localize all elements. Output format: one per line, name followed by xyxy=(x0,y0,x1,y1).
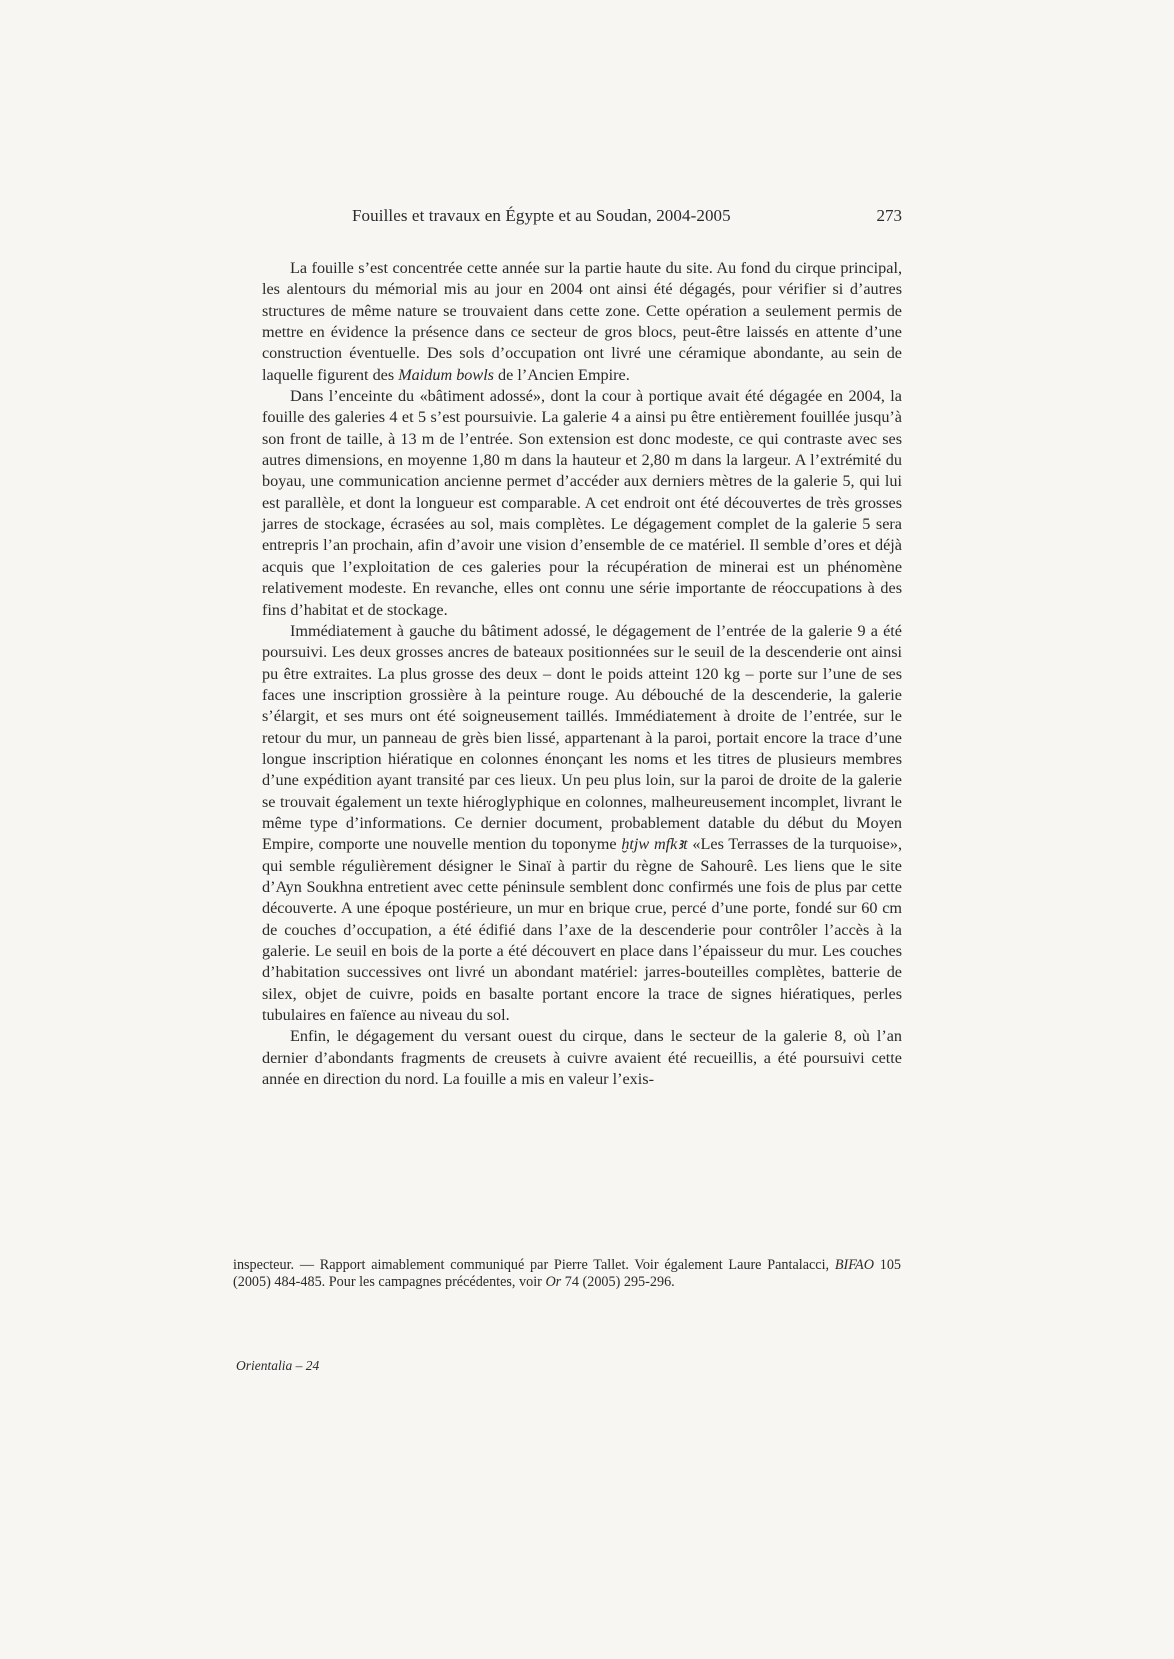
italic-term: Or xyxy=(545,1274,562,1291)
italic-term: ḫtjw mfkꜣt xyxy=(621,835,688,854)
text-run: La fouille s’est concentrée cette année sur la partie haute du site. Au fond du cirque principal, les alentours du mémorial mis au jour en 2004 ont ainsi été dégagés, pour vérifier si d’autres structures de même nature se trouvaient dans cette zone. Cette opération a seulement permis de mettre en évidence la présence dans ce secteur de gros blocs, peut-être laissés en attente d’une construction éventuelle. Des sols d’occupation ont livré une céramique abondante, au sein de laquelle figurent des xyxy=(262,259,902,384)
running-title: Fouilles et travaux en Égypte et au Soudan, 2004-2005 xyxy=(352,206,731,225)
text-run: Dans l’enceinte du «bâtiment adossé», dont la cour à portique avait été dégagée en 2004, la fouille des galeries 4 et 5 s’est poursuivie. La galerie 4 a ainsi pu être entièrement fouillée jusqu’à son front de taille, à 13 m de l’entrée. Son extension est donc modeste, ce qui contraste avec ses autres dimensions, en moyenne 1,80 m dans la hauteur et 2,80 m dans la largeur. A l’extrémité du boyau, une communication ancienne permet d’accéder aux derniers mètres de la galerie 5, qui lui est parallèle, et dont la longueur est comparable. A cet endroit ont été découvertes de très grosses jarres de stockage, écrasées au sol, mais complètes. Le dégagement complet de la galerie 5 sera entrepris l’an prochain, afin d’avoir une vision d’ensemble de ce matériel. Il semble d’ores et déjà acquis que l’exploitation de ces galeries pour la récupération de minerai est un phénomène relativement modeste. En revanche, elles ont connu une série importante de réoccupations à des fins d’habitat et de stockage. xyxy=(262,387,902,619)
italic-term: BIFAO xyxy=(834,1257,874,1273)
text-run: 105 (2005) 484-485. Pour les campagnes précédentes, voir xyxy=(233,1257,901,1291)
paragraph xyxy=(262,258,902,386)
running-head xyxy=(262,206,902,234)
text-run: «Les Terrasses de la turquoise», qui semble régulièrement désigner le Sinaï à partir du règne de Sahourê. Les liens que le site d’Ayn Soukhna entretient avec cette péninsule semblent donc confirmés une fois de plus par cette découverte. A une époque postérieure, un mur en brique crue, percé d’une porte, fondé sur 60 cm de couches d’occupation, a été édifié dans l’axe de la descenderie pour contrôler l’accès à la galerie. Le seuil en bois de la porte a été découvert en place dans l’épaisseur du mur. Les couches d’habitation successives ont livré un abondant matériel: jarres-bouteilles complètes, batterie de silex, objet de cuivre, poids en basalte portant encore la trace de signes hiératiques, perles tubulaires en faïence au niveau du sol. xyxy=(262,835,902,1025)
paragraph xyxy=(262,1026,902,1090)
italic-term: Maidum bowls xyxy=(398,365,494,384)
page-number: 273 xyxy=(876,206,902,225)
text-run: de l’Ancien Empire. xyxy=(494,365,630,384)
text-run: Immédiatement à gauche du bâtiment adossé, le dégagement de l’entrée de la galerie 9 a été poursuivi. Les deux grosses ancres de bateaux positionnées sur le seuil de la descenderie ont ainsi pu être extraites. La plus grosse des deux – dont le poids atteint 120 kg – porte sur l’une de ses faces une inscription grossière à la peinture rouge. Au débouché de la descenderie, la galerie s’élargit, et ses murs ont été soigneusement taillés. Immédiatement à droite de l’entrée, sur le retour du mur, un panneau de grès bien lissé, appartenant à la paroi, portait encore la trace d’une longue inscription hiératique en colonnes énonçant les noms et les titres de plusieurs membres d’une expédition ayant transité par ces lieux. Un peu plus loin, sur la paroi de droite de la galerie se trouvait également un texte hiéroglyphique en colonnes, malheureusement incomplet, livrant le même type d’informations. Ce dernier document, probablement datable du début du Moyen Empire, comporte une nouvelle mention du toponyme xyxy=(262,621,902,854)
body-text xyxy=(262,258,902,1090)
signature-mark: Orientalia – 24 xyxy=(236,1358,320,1373)
text-run: inspecteur. — Rapport aimablement communiqué par Pierre Tallet. Voir également Laure Pantalacci, xyxy=(233,1257,835,1273)
paragraph xyxy=(262,386,902,621)
text-run: Enfin, le dégagement du versant ouest du cirque, dans le secteur de la galerie 8, où l’an dernier d’abondants fragments de creusets à cuivre avaient été recueillis, a été poursuivi cette année en direction du nord. La fouille a mis en valeur l’exis- xyxy=(262,1027,902,1089)
footnote xyxy=(233,1257,901,1292)
text-run: 74 (2005) 295-296. xyxy=(561,1274,675,1291)
paragraph xyxy=(262,621,902,1027)
